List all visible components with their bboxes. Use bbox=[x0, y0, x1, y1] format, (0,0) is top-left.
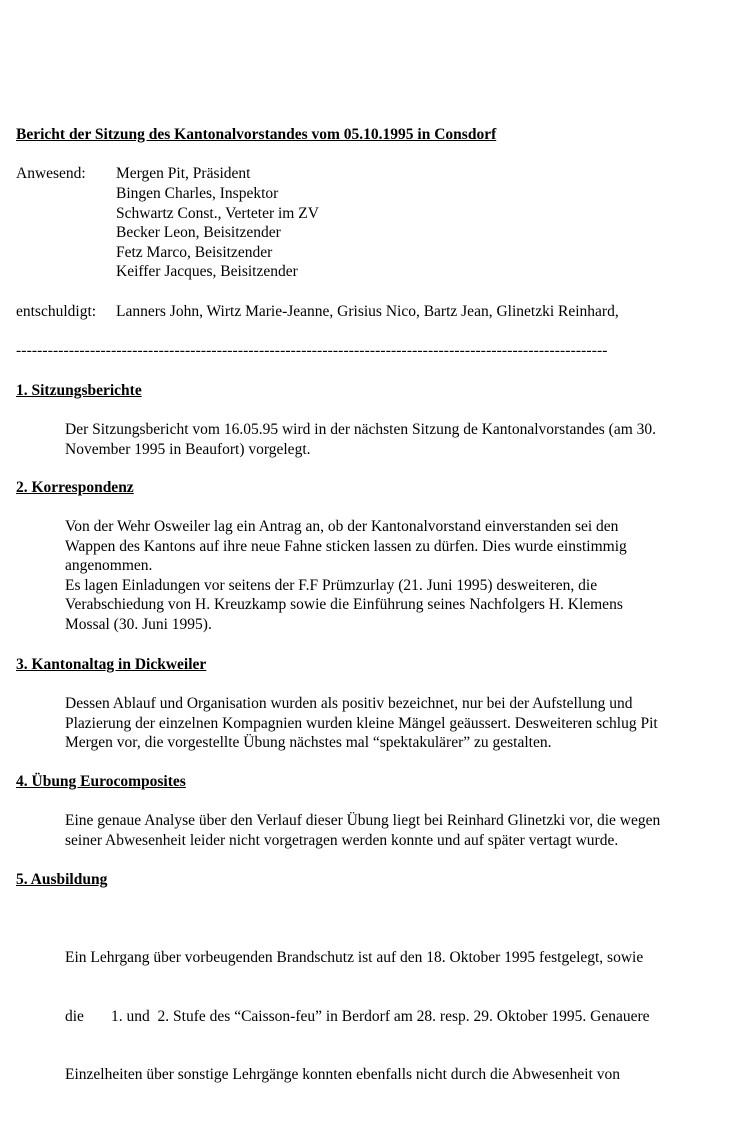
section-heading: 5. Ausbildung bbox=[16, 871, 108, 888]
present-label: Anwesend: bbox=[16, 165, 86, 182]
attendee: Becker Leon, Beisitzender bbox=[116, 224, 281, 241]
attendee: Mergen Pit, Präsident bbox=[116, 165, 251, 182]
attendee: Bingen Charles, Inspektor bbox=[116, 185, 279, 202]
section-body bbox=[65, 517, 725, 634]
excused-label: entschuldigt: bbox=[16, 303, 97, 320]
attendee: Keiffer Jacques, Beisitzender bbox=[116, 263, 298, 280]
separator-line: ---------------------------------------------------------------------------------------------------------------- bbox=[16, 342, 608, 359]
text-line: seiner Abwesenheit leider nicht vorgetragen werden konnte und auf später vertagt wurde. bbox=[65, 831, 619, 849]
section-body bbox=[65, 909, 725, 1124]
section-heading: 4. Übung Eurocomposites bbox=[16, 773, 186, 790]
text-line: Der Sitzungsbericht vom 16.05.95 wird in der nächsten Sitzung de Kantonalvorstandes (am 30. bbox=[65, 421, 657, 438]
attendee: Schwartz Const., Verteter im ZV bbox=[116, 205, 319, 222]
attendee: Fetz Marco, Beisitzender bbox=[116, 244, 273, 261]
text-line: Mergen vor, die vorgestellte Übung nächstes mal “spektakulärer” zu gestalten. bbox=[65, 734, 552, 751]
text-line: Wappen des Kantons auf ihre neue Fahne sticken lassen zu dürfen. Dies wurde einstimmig bbox=[65, 537, 627, 555]
text-line: Von der Wehr Osweiler lag ein Antrag an, ob der Kantonalvorstand einverstanden sei den bbox=[65, 518, 619, 535]
text-line: Verabschiedung von H. Kreuzkamp sowie die Einführung seines Nachfolgers H. Klemens bbox=[65, 596, 623, 613]
excused-list: Lanners John, Wirtz Marie-Jeanne, Grisius Nico, Bartz Jean, Glinetzki Reinhard, bbox=[116, 303, 619, 320]
section-body bbox=[65, 811, 725, 850]
section-heading: 3. Kantonaltag in Dickweiler bbox=[16, 656, 207, 673]
text-line: Mossal (30. Juni 1995). bbox=[65, 615, 212, 633]
section-body bbox=[65, 420, 725, 459]
text-line: die 1. und 2. Stufe des “Caisson-feu” in Berdorf am 28. resp. 29. Oktober 1995. Genauere bbox=[65, 1007, 650, 1025]
text-line: Ein Lehrgang über vorbeugenden Brandschutz ist auf den 18. Oktober 1995 festgelegt, sowie bbox=[65, 949, 644, 966]
text-line: Einzelheiten über sonstige Lehrgänge konnten ebenfalls nicht durch die Abwesenheit von bbox=[65, 1066, 620, 1083]
report-title: Bericht der Sitzung des Kantonalvorstandes vom 05.10.1995 in Consdorf bbox=[16, 126, 497, 143]
section-heading: 2. Korrespondenz bbox=[16, 479, 134, 496]
text-line: Plazierung der einzelnen Kompagnien wurden kleine Mängel geäussert. Desweiteren schlug Pit bbox=[65, 714, 658, 732]
text-line: November 1995 in Beaufort) vorgelegt. bbox=[65, 440, 311, 458]
text-line: Eine genaue Analyse über den Verlauf dieser Übung liegt bei Reinhard Glinetzki vor, die wegen bbox=[65, 812, 661, 829]
text-line: Es lagen Einladungen vor seitens der F.F Prümzurlay (21. Juni 1995) desweiteren, die bbox=[65, 576, 598, 594]
text-line: Dessen Ablauf und Organisation wurden als positiv bezeichnet, nur bei der Aufstellung und bbox=[65, 695, 633, 712]
section-heading: 1. Sitzungsberichte bbox=[16, 382, 142, 399]
section-body bbox=[65, 694, 725, 753]
text-line: angenommen. bbox=[65, 557, 153, 574]
